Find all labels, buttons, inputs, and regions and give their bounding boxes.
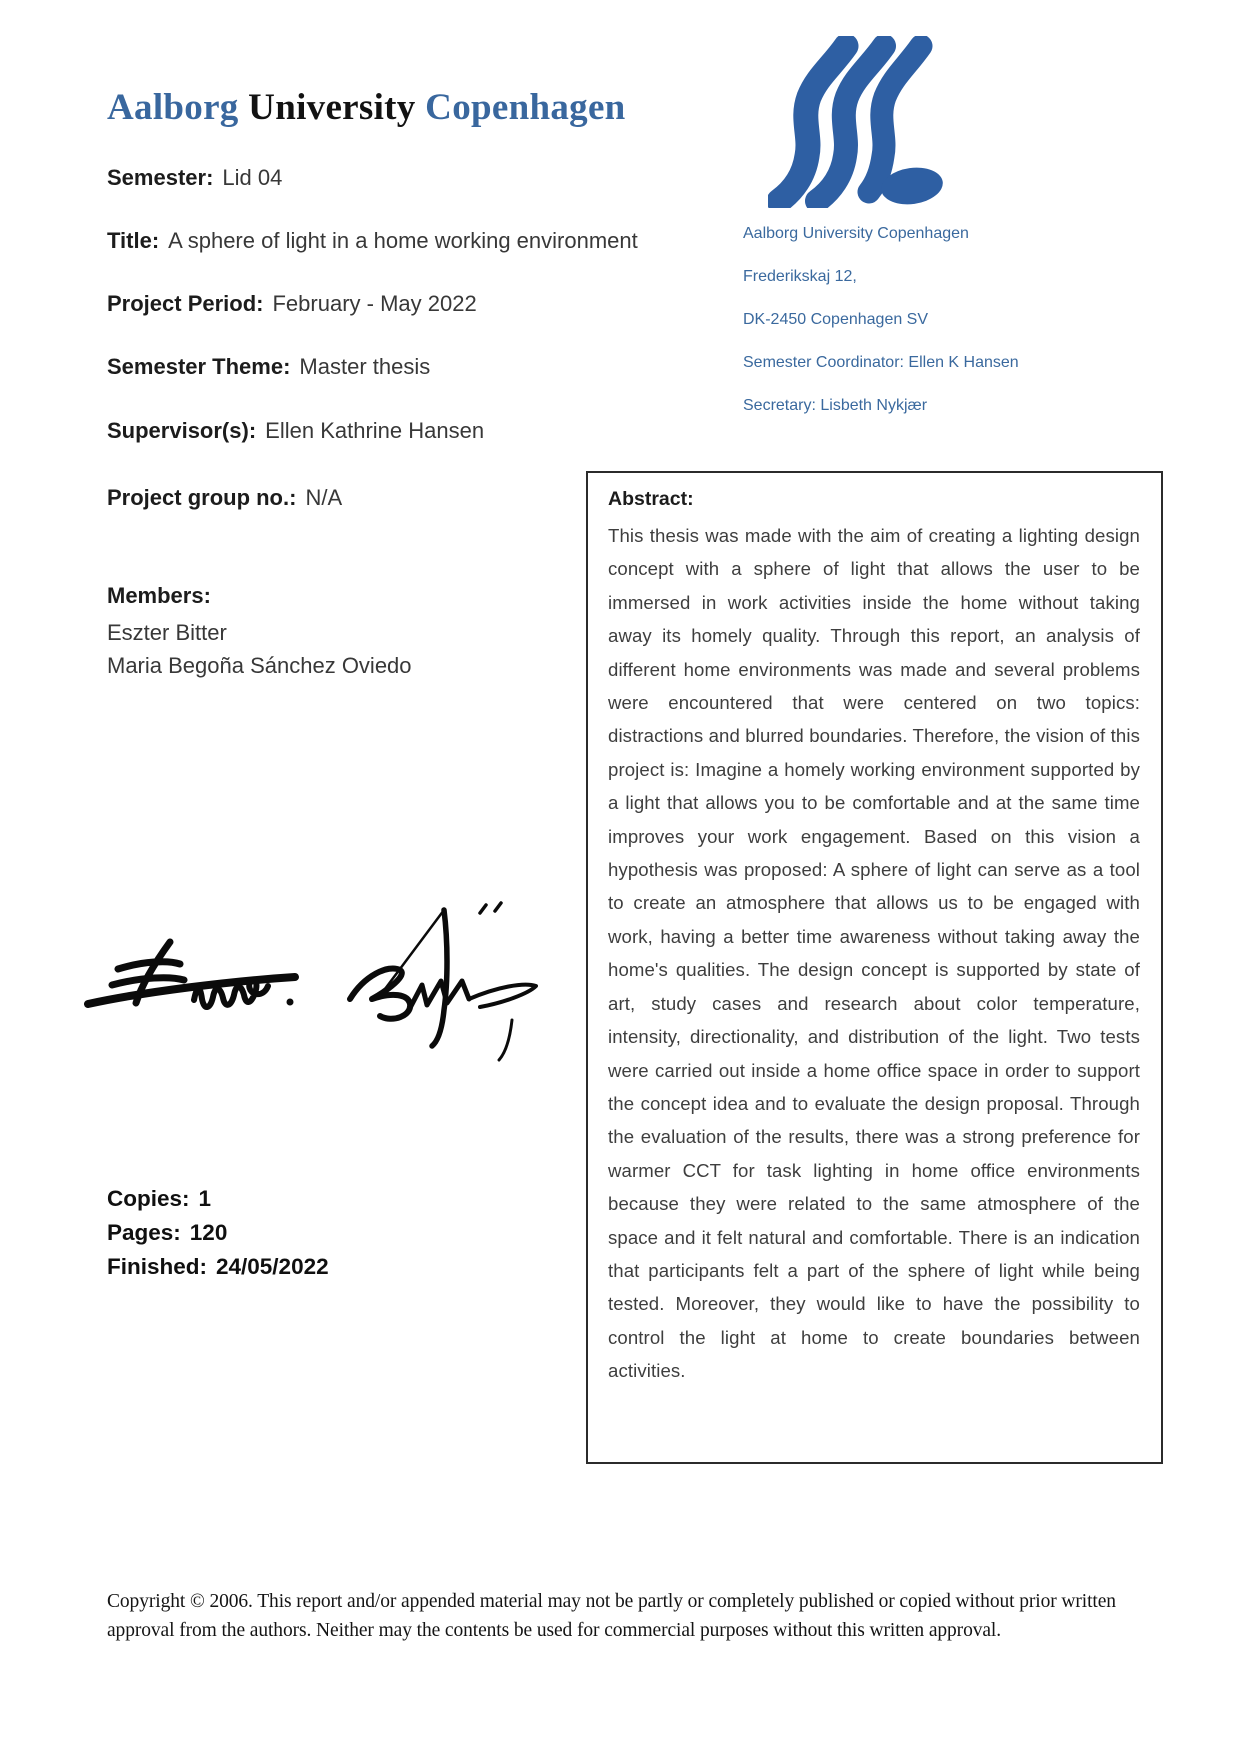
- finished-label: Finished:: [107, 1254, 207, 1279]
- field-title: [107, 228, 638, 254]
- title-word-aalborg: Aalborg: [107, 87, 239, 128]
- members-label: Members:: [107, 583, 211, 608]
- field-project-period-value: February - May 2022: [272, 291, 477, 316]
- copies-line: [107, 1182, 329, 1216]
- address-line: DK-2450 Copenhagen SV: [743, 311, 929, 328]
- signature-maria-begona-icon: [350, 903, 536, 1060]
- field-supervisors-label: Supervisor(s):: [107, 418, 257, 443]
- signatures-block: [82, 880, 552, 1065]
- field-project-group: [107, 485, 342, 511]
- field-title-value: A sphere of light in a home working environment: [168, 228, 638, 253]
- signature-eszter-bitter-icon: [88, 942, 295, 1007]
- pages-label: Pages:: [107, 1220, 181, 1245]
- pages-value: 120: [189, 1220, 228, 1245]
- page-title: [107, 86, 626, 129]
- abstract-text: This thesis was made with the aim of creating a lighting design concept with a sphere of light that allows the user to be immersed in work activities inside the home without taking away its homely quality. Through this report, an analysis of different home environments was made and several problems were encountered that were centered on two topics: distractions and blurred boundaries. Therefore, the vision of this project is: Imagine a homely working environment supported by a light that allows you to be comfortable and at the same time improves your work engagement. Based on this vision a hypothesis was proposed: A sphere of light can serve as a tool to create an atmosphere that allows us to be engaged with work, having a better time awareness without taking away the home's qualities. The design concept is supported by state of art, study cases and research about color temperature, intensity, directionality, and distribution of the light. Two tests were carried out inside a home office space in order to support the concept idea and to evaluate the design proposal. Through the evaluation of the results, there was a strong preference for warmer CCT for task lighting in home office environments because they were related to the same atmosphere of the space and it felt natural and comfortable. There is an indication that participants felt a part of the sphere of light while being tested. Moreover, they would like to have the possibility to control the light at home to create boundaries between activities.: [608, 525, 1140, 1382]
- field-semester-theme-value: Master thesis: [299, 354, 431, 379]
- copyright-notice: Copyright © 2006. This report and/or appended material may not be partly or completely published or copied without prior written approval from the authors. Neither may the contents be used for commercial purposes without this written approval.: [107, 1591, 1116, 1641]
- field-supervisors: [107, 418, 484, 444]
- address-line: Secretary: Lisbeth Nykjær: [743, 397, 928, 414]
- field-semester-label: Semester:: [107, 165, 214, 190]
- member-name: Maria Begoña Sánchez Oviedo: [107, 653, 412, 678]
- field-semester-theme: [107, 354, 430, 380]
- field-project-group-label: Project group no.:: [107, 485, 297, 510]
- print-info-section: [107, 1182, 329, 1284]
- pages-line: [107, 1216, 329, 1250]
- university-logo: [768, 36, 952, 208]
- field-title-label: Title:: [107, 228, 160, 253]
- member-name: Eszter Bitter: [107, 620, 227, 645]
- field-semester: [107, 165, 282, 191]
- field-project-period: [107, 291, 477, 317]
- aau-waves-logo-icon: [768, 36, 952, 208]
- abstract-label: Abstract:: [608, 488, 694, 510]
- finished-line: [107, 1250, 329, 1284]
- field-semester-theme-label: Semester Theme:: [107, 354, 291, 379]
- abstract-box: [586, 471, 1163, 1464]
- finished-value: 24/05/2022: [216, 1254, 329, 1279]
- field-project-group-value: N/A: [305, 485, 343, 510]
- address-line: Aalborg University Copenhagen: [743, 225, 969, 242]
- title-word-university: University: [248, 87, 416, 128]
- field-project-period-label: Project Period:: [107, 291, 264, 316]
- signatures-image: [82, 880, 552, 1065]
- address-line: Frederikskaj 12,: [743, 268, 857, 285]
- field-semester-value: Lid 04: [222, 165, 283, 190]
- copies-label: Copies:: [107, 1186, 190, 1211]
- address-line: Semester Coordinator: Ellen K Hansen: [743, 354, 1019, 371]
- title-word-copenhagen: Copenhagen: [425, 87, 626, 128]
- field-supervisors-value: Ellen Kathrine Hansen: [265, 418, 485, 443]
- university-address: [743, 224, 1019, 439]
- members-section: [107, 583, 412, 682]
- copies-value: 1: [198, 1186, 212, 1211]
